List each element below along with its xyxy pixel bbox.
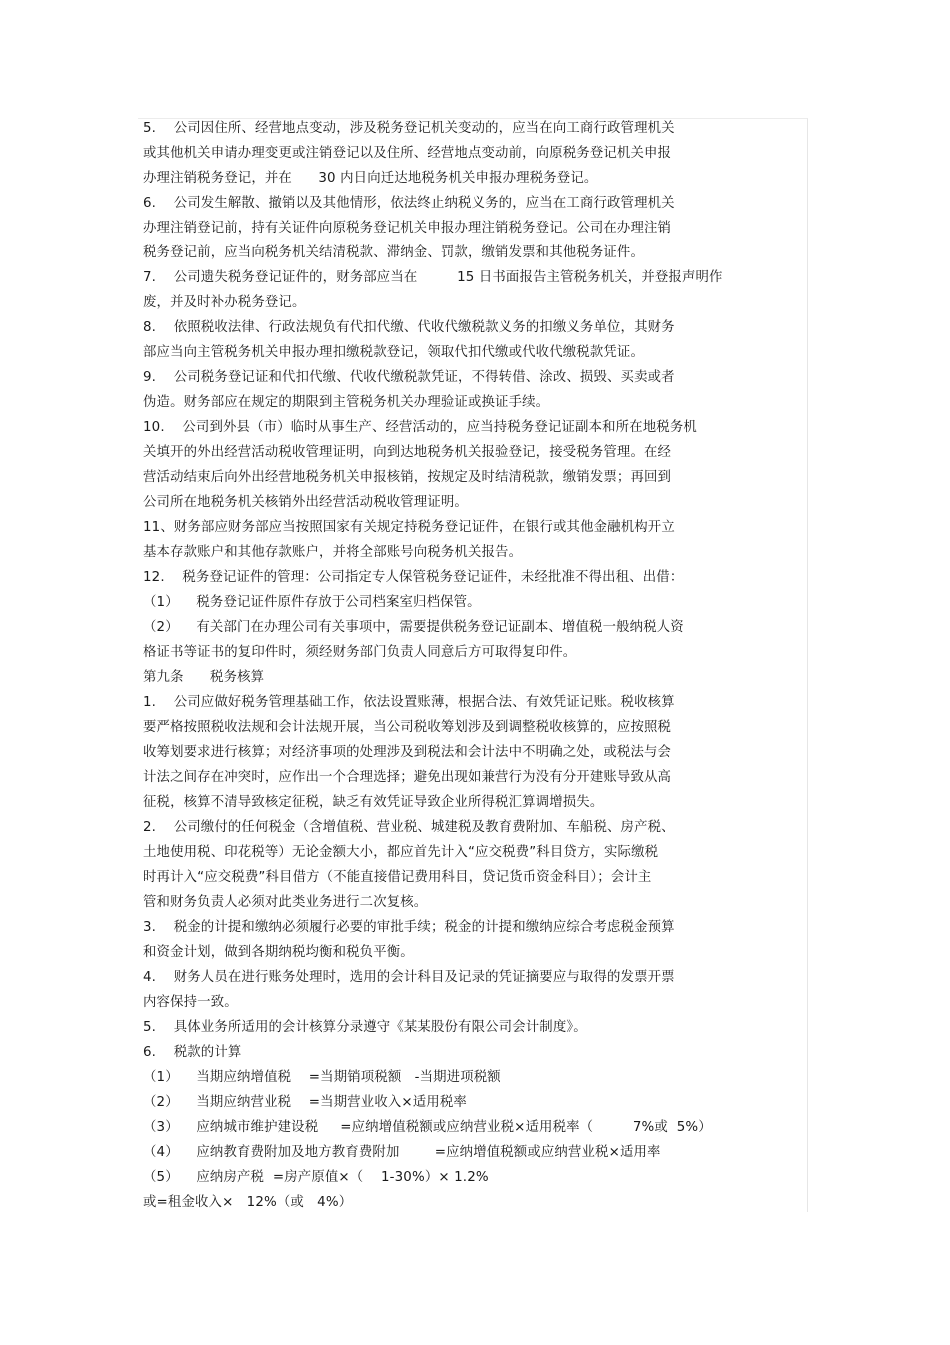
text-line: 关填开的外出经营活动税收管理证明，向到达地税务机关报验登记，接受税务管理。在经 [143,445,672,460]
text-line: （2） 有关部门在办理公司有关事项中，需要提供税务登记证副本、增值税一般纳税人资 [143,620,684,635]
text-line: 税务登记前，应当向税务机关结清税款、滞纳金、罚款，缴销发票和其他税务证件。 [143,245,645,260]
text-line: 营活动结束后向外出经营地税务机关申报核销，按规定及时结清税款，缴销发票；再回到 [143,470,672,485]
text-line: 收筹划要求进行核算；对经济事项的处理涉及到税法和会计法中不明确之处，或税法与会 [143,745,672,760]
text-line: （1） 税务登记证件原件存放于公司档案室归档保管。 [143,595,481,610]
text-line: 5. 具体业务所适用的会计核算分录遵守《某某股份有限公司会计制度》。 [143,1020,587,1035]
text-line: 6. 公司发生解散、撤销以及其他情形，依法终止纳税义务的，应当在工商行政管理机关 [143,196,675,211]
text-line: 格证书等证书的复印件时，须经财务部门负责人同意后方可取得复印件。 [143,645,577,660]
text-line: 要严格按照税收法规和会计法规开展，当公司税收筹划涉及到调整税收核算的，应按照税 [143,720,672,735]
text-line: 8. 依照税收法律、行政法规负有代扣代缴、代收代缴税款义务的扣缴义务单位，其财务 [143,320,675,335]
text-line: 1. 公司应做好税务管理基础工作，依法设置账薄，根据合法、有效凭证记账。税收核算 [143,695,675,710]
text-line: 部应当向主管税务机关申报办理扣缴税款登记，领取代扣代缴或代收代缴税款凭证。 [143,345,645,360]
text-line: 计法之间存在冲突时，应作出一个合理选择；避免出现如兼营行为没有分开建账导致从高 [143,770,672,785]
text-line: 9. 公司税务登记证和代扣代缴、代收代缴税款凭证，不得转借、涂改、损毁、买卖或者 [143,370,675,385]
formula-line: （5） 应纳房产税 =房产原值×（ 1-30%）× 1.2% [143,1170,489,1185]
text-line: 办理注销税务登记，并在 30 内日向迁达地税务机关申报办理税务登记。 [143,171,598,186]
section-heading: 第九条 税务核算 [143,670,265,685]
text-line: 公司所在地税务机关核销外出经营活动税收管理证明。 [143,495,468,510]
formula-line: （2） 当期应纳营业税 =当期营业收入×适用税率 [143,1095,467,1110]
text-line: 或其他机关申请办理变更或注销登记以及住所、经营地点变动前，向原税务登记机关申报 [143,146,672,161]
formula-line: （1） 当期应纳增值税 =当期销项税额 -当期进项税额 [143,1070,501,1085]
text-line: 和资金计划，做到各期纳税均衡和税负平衡。 [143,945,414,960]
text-line: 11、财务部应财务部应当按照国家有关规定持税务登记证件，在银行或其他金融机构开立 [143,520,675,535]
formula-line: （3） 应纳城市维护建设税 =应纳增值税额或应纳营业税×适用税率（ 7%或 5%） [143,1120,712,1135]
text-line: 办理注销登记前，持有关证件向原税务登记机关申报办理注销税务登记。公司在办理注销 [143,221,672,236]
text-line: 12. 税务登记证件的管理：公司指定专人保管税务登记证件，未经批准不得出租、出借： [143,570,684,585]
text-line: 土地使用税、印花税等）无论金额大小，都应首先计入“应交税费”科目贷方，实际缴税 [143,845,659,860]
formula-line: 或=租金收入× 12%（或 4%） [143,1195,353,1210]
text-line: 征税，核算不清导致核定征税，缺乏有效凭证导致企业所得税汇算调增损失。 [143,795,604,810]
text-line: 10. 公司到外县（市）临时从事生产、经营活动的，应当持税务登记证副本和所在地税务机 [143,420,697,435]
formula-line: （4） 应纳教育费附加及地方教育费附加 =应纳增值税额或应纳营业税×适用率 [143,1145,661,1160]
text-line: 7. 公司遗失税务登记证件的，财务部应当在 15 日书面报告主管税务机关，并登报声明作 [143,270,723,285]
text-line: 伪造。财务部应在规定的期限到主管税务机关办理验证或换证手续。 [143,395,550,410]
text-line: 管和财务负责人必须对此类业务进行二次复核。 [143,895,428,910]
text-line: 内容保持一致。 [143,995,238,1010]
text-line: 基本存款账户和其他存款账户，并将全部账号向税务机关报告。 [143,545,523,560]
text-line: 时再计入“应交税费”科目借方（不能直接借记费用科目，贷记货币资金科目）；会计主 [143,870,652,885]
text-line: 6. 税款的计算 [143,1045,242,1060]
text-line: 3. 税金的计提和缴纳必须履行必要的审批手续；税金的计提和缴纳应综合考虑税金预算 [143,920,675,935]
text-line: 废，并及时补办税务登记。 [143,295,306,310]
text-line: 5. 公司因住所、经营地点变动，涉及税务登记机关变动的，应当在向工商行政管理机关 [143,121,675,136]
text-line: 2. 公司缴付的任何税金（含增值税、营业税、城建税及教育费附加、车船税、房产税、 [143,820,675,835]
text-line: 4. 财务人员在进行账务处理时，选用的会计科目及记录的凭证摘要应与取得的发票开票 [143,970,675,985]
